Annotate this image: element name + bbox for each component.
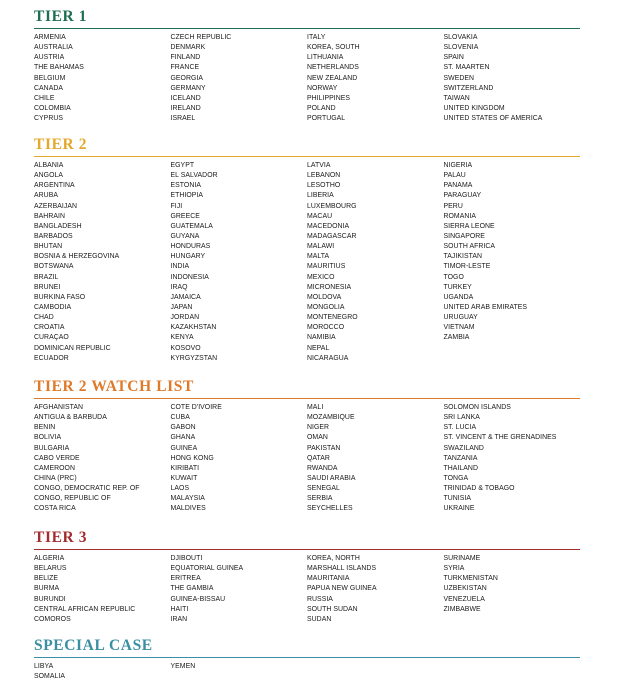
country-item: ECUADOR (34, 354, 69, 362)
country-item: GABON (170, 424, 196, 432)
country-item: LATVIA (307, 162, 331, 169)
special-column-4 (444, 662, 581, 682)
country-item: SLOVENIA (443, 44, 479, 52)
country-item: BRUNEI (34, 283, 61, 291)
country-item: BAHRAIN (34, 212, 65, 220)
tier2-country-columns (34, 161, 580, 364)
country-item: AZERBAIJAN (34, 202, 78, 210)
country-item: RWANDA (307, 464, 338, 472)
tier1-title: TIER 1 (34, 8, 88, 25)
country-item: MALAYSIA (170, 495, 205, 503)
tier3-column-2 (171, 554, 308, 625)
country-item: ARGENTINA (34, 182, 75, 190)
country-item: UNITED STATES OF AMERICA (443, 115, 543, 123)
country-item: HONDURAS (170, 243, 211, 251)
country-item: DOMINICAN REPUBLIC (34, 344, 111, 352)
tier1-column-3 (307, 33, 444, 124)
special-column-1 (34, 662, 171, 682)
tier2-watch-list-title: TIER 2 WATCH LIST (34, 378, 194, 395)
tier2watch-column-3 (307, 403, 444, 515)
country-item: CANADA (34, 84, 64, 92)
country-item: CROATIA (34, 324, 65, 332)
country-item: MONGOLIA (307, 303, 345, 311)
country-item: IRAN (170, 615, 188, 623)
country-item: LAOS (170, 485, 190, 493)
country-item: VIETNAM (443, 324, 475, 332)
country-item: AUSTRIA (34, 54, 65, 62)
tier2watch-column-2 (171, 403, 308, 515)
country-item: MOZAMBIQUE (307, 414, 355, 422)
country-item: HAITI (170, 605, 189, 613)
special-column-2 (171, 662, 308, 682)
country-item: TIMOR-LESTE (443, 263, 491, 271)
country-item: SOUTH AFRICA (443, 243, 496, 251)
country-item: CHILE (34, 94, 55, 102)
country-item: BELIZE (34, 575, 59, 583)
country-item: MAURITANIA (307, 575, 350, 583)
country-item: UGANDA (443, 293, 474, 301)
country-item: SWITZERLAND (443, 84, 494, 92)
country-item: AUSTRALIA (34, 44, 73, 52)
special-case-rule (34, 657, 580, 658)
country-item: SAUDI ARABIA (307, 474, 356, 482)
country-item: PARAGUAY (443, 192, 482, 200)
country-item: TURKMENISTAN (443, 575, 498, 583)
country-item: GEORGIA (170, 74, 204, 82)
country-item: MONTENEGRO (307, 314, 358, 322)
country-item: CAMBODIA (34, 303, 72, 311)
special-case-section (34, 637, 580, 682)
country-item: BELARUS (34, 565, 67, 573)
country-item: AFGHANISTAN (34, 404, 84, 411)
country-item: IRELAND (170, 104, 201, 112)
country-item: FIJI (170, 202, 183, 210)
country-item: TANZANIA (443, 454, 478, 462)
country-item: SOLOMON ISLANDS (443, 404, 511, 411)
country-item: LEBANON (307, 172, 341, 180)
country-item: BENIN (34, 424, 56, 432)
country-item: RUSSIA (307, 595, 333, 603)
tier1-column-1 (34, 33, 171, 124)
country-item: PANAMA (443, 182, 473, 190)
tier3-country-columns (34, 554, 580, 625)
tier3-title: TIER 3 (34, 529, 88, 546)
tier3-column-4 (444, 554, 581, 625)
country-item: KAZAKHSTAN (170, 324, 217, 332)
country-item: UKRAINE (443, 505, 475, 513)
country-item: KUWAIT (170, 474, 198, 482)
country-item: ICELAND (170, 94, 201, 102)
country-item: BOLIVIA (34, 434, 62, 442)
country-item: ST. MAARTEN (443, 64, 490, 72)
country-item: COSTA RICA (34, 505, 76, 513)
country-item: IRAQ (170, 283, 188, 291)
country-item: MADAGASCAR (307, 232, 357, 240)
country-item: BURUNDI (34, 595, 66, 603)
country-item: THAILAND (443, 464, 478, 472)
country-item: EGYPT (170, 162, 195, 169)
country-item: MOLDOVA (307, 293, 342, 301)
country-item: KOREA, SOUTH (307, 44, 360, 52)
country-item: CHINA (PRC) (34, 474, 77, 482)
country-item: CZECH REPUBLIC (170, 34, 232, 41)
country-item: MICRONESIA (307, 283, 352, 291)
country-item: SUDAN (307, 615, 332, 623)
tier2-rule (34, 156, 580, 157)
country-item: CENTRAL AFRICAN REPUBLIC (34, 605, 136, 613)
country-item: LITHUANIA (307, 54, 344, 62)
country-item: GERMANY (170, 84, 206, 92)
country-item: BOSNIA & HERZEGOVINA (34, 253, 120, 261)
country-item: INDONESIA (170, 273, 209, 281)
country-item: ST. LUCIA (443, 424, 477, 432)
country-item: TAJIKISTAN (443, 253, 483, 261)
country-item: BULGARIA (34, 444, 70, 452)
country-item: JAMAICA (170, 293, 201, 301)
tier1-column-4 (444, 33, 581, 124)
tier1-section (34, 8, 580, 124)
country-item: TAIWAN (443, 94, 470, 102)
country-item: CUBA (170, 414, 190, 422)
country-item: SWEDEN (443, 74, 475, 82)
country-item: ESTONIA (170, 182, 201, 190)
country-item: SURINAME (443, 555, 481, 562)
country-item: ST. VINCENT & THE GRENADINES (443, 434, 557, 442)
special-case-title: SPECIAL CASE (34, 637, 153, 654)
country-item: FRANCE (170, 64, 200, 72)
country-item: ALBANIA (34, 162, 64, 169)
country-item: ARUBA (34, 192, 58, 200)
country-item: DENMARK (170, 44, 206, 52)
tier2-column-2 (171, 161, 308, 364)
country-item: THE GAMBIA (170, 585, 214, 593)
country-item: TOGO (443, 273, 464, 281)
country-item: MEXICO (307, 273, 335, 281)
country-item: SOUTH SUDAN (307, 605, 358, 613)
country-item: SINGAPORE (443, 232, 485, 240)
country-item: SYRIA (443, 565, 465, 573)
country-item: ERITREA (170, 575, 201, 583)
country-item: COMOROS (34, 615, 71, 623)
country-item: NEW ZEALAND (307, 74, 358, 82)
country-item: LUXEMBOURG (307, 202, 357, 210)
country-item: SPAIN (443, 54, 464, 62)
country-item: GUINEA-BISSAU (170, 595, 226, 603)
special-case-country-columns (34, 662, 580, 682)
country-item: MACAU (307, 212, 333, 220)
country-item: CHAD (34, 314, 54, 322)
country-item: TUNISIA (443, 495, 472, 503)
country-item: MALAWI (307, 243, 335, 251)
tier3-column-1 (34, 554, 171, 625)
country-item: KYRGYZSTAN (170, 354, 218, 362)
country-item: SIERRA LEONE (443, 222, 495, 230)
country-item: KOSOVO (170, 344, 201, 352)
country-item: NIGERIA (443, 162, 473, 169)
country-item: NETHERLANDS (307, 64, 359, 72)
tier2watch-column-4 (444, 403, 581, 515)
country-item: ANGOLA (34, 172, 64, 180)
country-item: INDIA (170, 263, 190, 271)
country-item: GUYANA (170, 232, 200, 240)
country-item: CAMEROON (34, 464, 75, 472)
country-item: PAPUA NEW GUINEA (307, 585, 377, 593)
country-item: MALI (307, 404, 324, 411)
country-item: ISRAEL (170, 115, 196, 123)
country-item: PALAU (443, 172, 466, 180)
country-item: LIBYA (34, 663, 54, 670)
country-item: ZAMBIA (443, 334, 470, 342)
country-item: MOROCCO (307, 324, 345, 332)
tier2-column-4 (444, 161, 581, 364)
country-item: SERBIA (307, 495, 333, 503)
country-item: SWAZILAND (443, 444, 484, 452)
country-item: BANGLADESH (34, 222, 82, 230)
country-item: KIRIBATI (170, 464, 200, 472)
country-item: PORTUGAL (307, 115, 346, 123)
country-item: TRINIDAD & TOBAGO (443, 485, 515, 493)
country-item: PERU (443, 202, 463, 210)
country-item: GREECE (170, 212, 200, 220)
country-item: SEYCHELLES (307, 505, 353, 513)
country-item: QATAR (307, 454, 330, 462)
country-item: UZBEKISTAN (443, 585, 487, 593)
country-item: ZIMBABWE (443, 605, 481, 613)
country-item: URUGUAY (443, 314, 478, 322)
tier2-section (34, 136, 580, 364)
country-item: GUATEMALA (170, 222, 213, 230)
country-item: GUINEA (170, 444, 198, 452)
country-item: KOREA, NORTH (307, 555, 360, 562)
tier3-column-3 (307, 554, 444, 625)
country-item: NICARAGUA (307, 354, 349, 362)
country-item: FINLAND (170, 54, 201, 62)
country-item: UNITED KINGDOM (443, 104, 505, 112)
country-item: EQUATORIAL GUINEA (170, 565, 244, 573)
country-item: COLOMBIA (34, 104, 71, 112)
country-item: ROMANIA (443, 212, 477, 220)
country-item: CYPRUS (34, 115, 64, 123)
country-item: SENEGAL (307, 485, 340, 493)
country-item: ALGERIA (34, 555, 65, 562)
special-column-3 (307, 662, 444, 682)
country-item: SLOVAKIA (443, 34, 478, 41)
country-item: LESOTHO (307, 182, 341, 190)
country-item: BRAZIL (34, 273, 59, 281)
country-item: BURMA (34, 585, 60, 593)
country-item: MARSHALL ISLANDS (307, 565, 377, 573)
tier2-watch-list-section (34, 378, 580, 515)
country-item: ETHIOPIA (170, 192, 204, 200)
country-item: NIGER (307, 424, 330, 432)
tier2-column-1 (34, 161, 171, 364)
country-item: CURAÇAO (34, 334, 69, 342)
country-item: BHUTAN (34, 243, 63, 251)
tier2-watch-list-country-columns (34, 403, 580, 515)
tier2-title: TIER 2 (34, 136, 88, 153)
country-item: POLAND (307, 104, 336, 112)
country-item: UNITED ARAB EMIRATES (443, 303, 528, 311)
tier2watch-column-1 (34, 403, 171, 515)
country-item: TURKEY (443, 283, 472, 291)
country-item: JAPAN (170, 303, 193, 311)
country-item: CONGO, DEMOCRATIC REP. OF (34, 485, 140, 493)
tier1-country-columns (34, 33, 580, 124)
country-item: PAKISTAN (307, 444, 341, 452)
country-item: CONGO, REPUBLIC OF (34, 495, 111, 503)
country-item: PHILIPPINES (307, 94, 351, 102)
country-item: YEMEN (170, 663, 196, 670)
country-item: CABO VERDE (34, 454, 80, 462)
country-item: COTE D'IVOIRE (170, 404, 222, 411)
country-item: SRI LANKA (443, 414, 480, 422)
country-item: ITALY (307, 34, 326, 41)
country-item: ANTIGUA & BARBUDA (34, 414, 107, 422)
tier2-watch-list-rule (34, 398, 580, 399)
tier3-rule (34, 549, 580, 550)
country-item: KENYA (170, 334, 194, 342)
country-item: MALTA (307, 253, 330, 261)
country-item: BARBADOS (34, 232, 73, 240)
country-item: BELGIUM (34, 74, 66, 82)
country-item: MAURITIUS (307, 263, 346, 271)
country-item: NEPAL (307, 344, 330, 352)
country-item: GHANA (170, 434, 196, 442)
country-item: OMAN (307, 434, 328, 442)
country-item: SOMALIA (34, 673, 65, 681)
country-item: VENEZUELA (443, 595, 485, 603)
country-item: BURKINA FASO (34, 293, 86, 301)
country-item: NORWAY (307, 84, 338, 92)
country-item: EL SALVADOR (170, 172, 218, 180)
country-item: THE BAHAMAS (34, 64, 84, 72)
country-item: DJIBOUTI (170, 555, 203, 562)
country-item: HONG KONG (170, 454, 214, 462)
country-item: HUNGARY (170, 253, 206, 261)
tier2-column-3 (307, 161, 444, 364)
tier1-rule (34, 28, 580, 29)
country-item: MALDIVES (170, 505, 206, 513)
country-item: BOTSWANA (34, 263, 74, 271)
country-item: LIBERIA (307, 192, 334, 200)
country-item: NAMIBIA (307, 334, 336, 342)
country-item: ARMENIA (34, 34, 66, 41)
country-item: TONGA (443, 474, 469, 482)
tier3-section (34, 529, 580, 625)
tier1-column-2 (171, 33, 308, 124)
country-item: JORDAN (170, 314, 200, 322)
country-item: MACEDONIA (307, 222, 350, 230)
